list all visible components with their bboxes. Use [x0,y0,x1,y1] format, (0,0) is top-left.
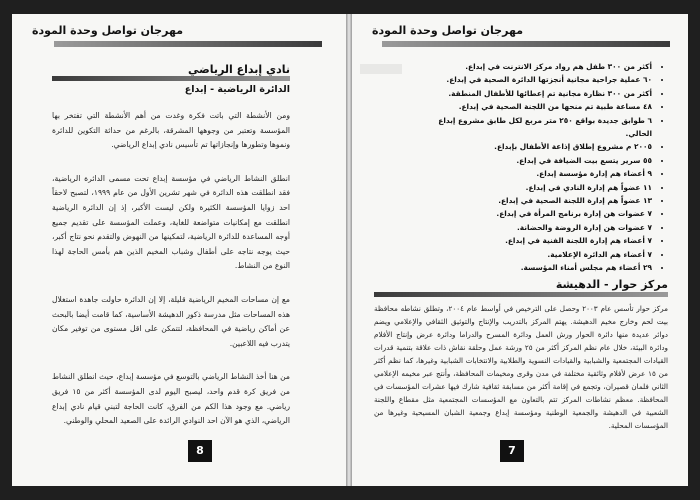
list-item: • ٧ أعضاء هم إدارة اللجنة الفنية في إبداع. [412,234,652,247]
list-item: • ٤٨ مساعة طبية تم منحها من اللجنة الصحية في إبداع. [412,100,652,113]
paragraph: انطلق النشاط الرياضي في مؤسسة إبداع تحت مسمى الدائرة الرياضية، فقد انطلقت هذه الدائرة في شهر تشرين الأول من عام ١٩٩٩، لتصبح لاحقاً احد زوايا المؤسسة الكثيرة ولكن ليست الأكبر، إذ إن الدائرة الرياضية انطلقت مع إمكانيات متواضعة للغاية، وعملت المؤسسة على تقديم جميع أوجه المساعدة للدائرة الرياضية، لتمكينها من النهوض والتقدم نحو نتاج أكبر، حيث يوجه نتاجه على أطفال وشباب المخيم الذين هم بأمس الحاجة لهذا النوع من النشاط. [52,173,290,271]
header-title: مهرجان تواصل وحدة المودة [372,24,524,37]
section-subtitle: الدائرة الرياضية - إبداع [184,84,290,95]
list-item: • ٢٠٠٥ م مشروع إطلاق إذاعة الأطفال بإبداع. [412,140,652,153]
list-item: • ٧ أعضاء هم الدائرة الإعلامية. [412,248,652,261]
list-item: • ٧ عضوات هن إدارة برنامج المرأة في إبداع. [412,207,652,220]
hiwar-center-body: مركز حوار تأسس عام ٢٠٠٣ وحصل على الترخيص في أواسط عام ٢٠٠٤، وتطلق نشاطه محافظة بيت لحم وخارج مخيم الدهيشة. يهتم المركز بالتدريب والإنتاج والتوثيق الثقافي والإعلامي ويضم دوائر عديدة منها دائرة الحوار ورش العمل ودائرة المسرح والدراما ودائرة عرض وإنتاج الأفلام ودائرة البيئة، خلال عام نظم المركز أكثر من ٢٥ ورشة عمل وحلقة نقاش ذات علاقة بتنمية قدرات القيادات المجتمعية والشبابية والقيادات النسوية والطلابية والانتخابات الشبابية وغيرها، كما نظم أكثر من ١٥ عرض لأفلام وثائقية مختلفة في مدن وقرى ومخيمات المحافظة، وأنتج عبر مخيمه الإعلامي الثاني فلمان قصيران، وتجمع في إقامة أكثر من مسابقة ثقافية شارك فيها عشرات المؤسسات في المحافظة. معظم نشاطات المركز تتم بالتعاون مع المؤسسات المجتمعية مثل مقطاع واللجنة الشعبية في الدهيشة والجمعية الوطنية ومؤسسة إبداع وجمعية الشبان المسيحية وغيرها من المؤسسات المحلية. [374,304,668,430]
header-bar [382,41,670,47]
show-through-text [360,64,402,74]
list-item: • ٦ طوابق جديدة بواقع ٢٥٠ متر مربع لكل طابق مشروع إبداع الحالي. [412,114,652,141]
paragraph: من هنا أخذ النشاط الرياضي بالتوسع في مؤسسة إبداع، حيث انطلق النشاط من فريق كرة قدم واحد، ليصبح اليوم لدى المؤسسة أكثر من ١٥ فريق رياضي. مع وجود هذا الكم من الفرق، كانت الحاجة لتبني قيام نادي إبداع الرياضي، الذي هو الآن احد النوادي الرائدة على الصعيد المحلي والوطني. [52,372,290,426]
page-number: 8 [188,440,212,462]
section-title-sports-club: نادي إبداع الرياضي [188,63,290,76]
list-item: • ١٣ عضواً هم إدارة اللجنة الصحية في إبداع. [412,194,652,207]
paragraph: مع إن مساحات المخيم الرياضية قليلة، إلا إن الدائرة حاولت جاهدة استغلال هذه المساحات مثل مدرسة ذكور الدهيشة الأساسية، كما قامت أيضا بالبحث عن أماكن رياضية في المحافظة، لتتمكن على اقل مستوى من توفير مكان يتدرب فيه اللاعبين. [52,294,290,348]
list-item: • ٧ عضوات هن إدارة الروضة والحضانة. [412,221,652,234]
list-item: • ٢٩ أعضاء هم مجلس أمناء المؤسسة. [412,261,652,274]
paragraph: ومن الأنشطة التي باتت فكرة وغدت من أهم الأنشطة التي تفتخر بها المؤسسة وتعتبر من وجوهها المشرقة، بالرغم من حداثة التكوين للدائرة ونموها وتطورها وإنجازاتها تم تأسيس نادي إبداع الرياضي. [52,111,290,150]
header-title: مهرجان تواصل وحدة المودة [32,24,184,37]
section-divider [374,292,668,297]
list-item: • أكثر من ٣٠٠ طفل هم رواد مركز الانترنت في إبداع. [412,60,652,73]
sports-club-body [52,109,290,448]
list-item: • ٩ أعضاء هم إدارة مؤسسة إبداع. [412,167,652,180]
statistics-list [412,60,666,275]
left-page [12,14,346,486]
list-item: • ٦٠ عملية جراحية مجانية أنجزتها الدائرة الصحية في إبداع. [412,73,652,86]
section-divider [52,76,290,81]
page-number: 7 [500,440,524,462]
right-page [352,14,688,486]
list-item: • ١١ عضواً هم إدارة النادي في إبداع. [412,181,652,194]
list-item: • ٥٥ سرير يتسع بيت الضيافة في إبداع. [412,154,652,167]
section-title-hiwar-center: مركز حوار - الدهيشة [555,278,668,291]
header-bar [54,41,322,47]
list-item: • أكثر من ٣٠٠ نظارة مجانية تم إعطائها للأطفال المنطقة. [412,87,652,100]
